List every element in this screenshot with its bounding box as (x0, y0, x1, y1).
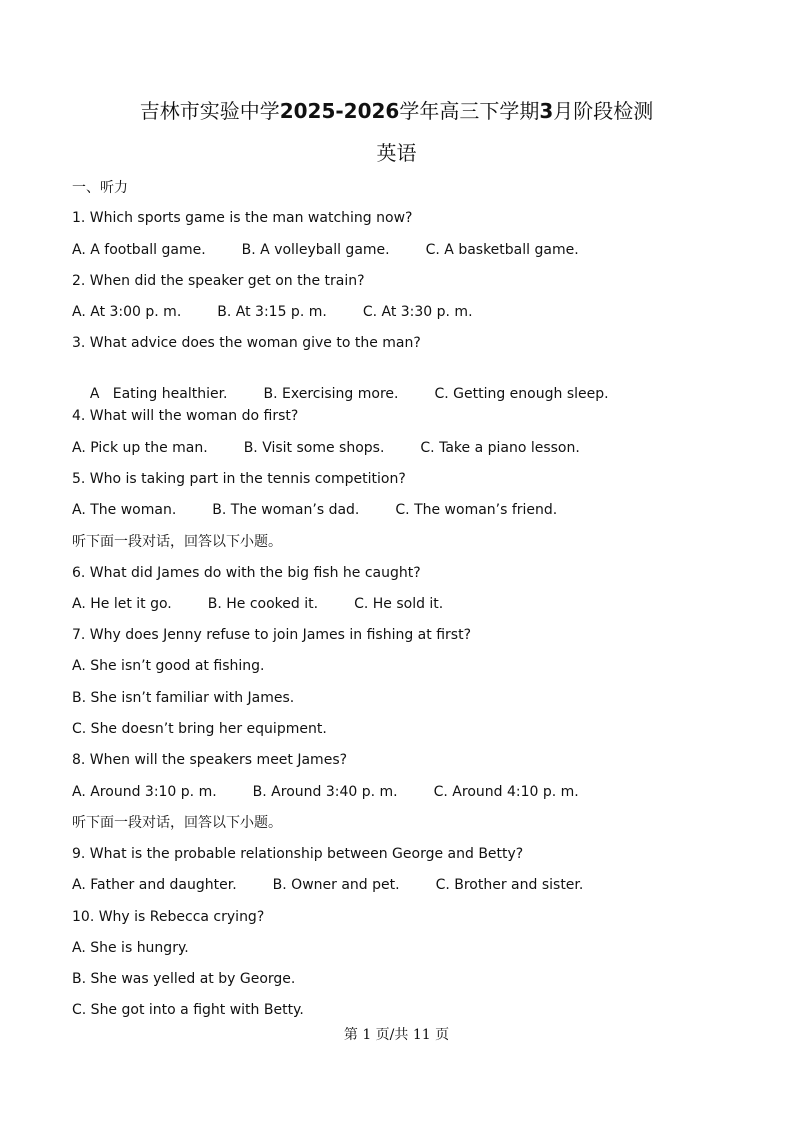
title-month: 3 (539, 99, 554, 123)
question-5: 5. Who is taking part in the tennis competition? (72, 471, 406, 487)
question-6: 6. What did James do with the big fish he caught? (72, 565, 421, 581)
option-5c: C. The woman’s friend. (395, 502, 558, 518)
title-school: 吉林市实验中学 (139, 99, 280, 123)
options-row-9 (72, 875, 619, 895)
page-title (0, 96, 793, 126)
option-8a: A. Around 3:10 p. m. (72, 784, 217, 800)
question-4: 4. What will the woman do first? (72, 408, 299, 424)
page-footer: 第 1 页/共 11 页 (343, 1027, 450, 1043)
option-2c: C. At 3:30 p. m. (362, 304, 473, 320)
option-1c: C. A basketball game. (425, 242, 579, 258)
option-5b: B. The woman’s dad. (212, 502, 360, 518)
option-9b: B. Owner and pet. (272, 877, 400, 893)
option-9c: C. Brother and sister. (435, 877, 584, 893)
option-6c: C. He sold it. (354, 596, 444, 612)
option-4b: B. Visit some shops. (243, 440, 385, 456)
option-1a: A. A football game. (72, 242, 206, 258)
option-1b: B. A volleyball game. (241, 242, 390, 258)
option-10b: B. She was yelled at by George. (72, 971, 296, 987)
option-9a: A. Father and daughter. (72, 877, 237, 893)
question-10: 10. Why is Rebecca crying? (72, 909, 265, 925)
option-6a: A. He let it go. (72, 596, 172, 612)
option-2b: B. At 3:15 p. m. (217, 304, 327, 320)
question-3: 3. What advice does the woman give to the man? (72, 335, 421, 351)
option-4c: C. Take a piano lesson. (420, 440, 580, 456)
option-3c: C. Getting enough sleep. (434, 386, 609, 402)
question-7: 7. Why does Jenny refuse to join James in fishing at first? (72, 627, 471, 643)
options-row-4 (72, 438, 616, 458)
options-row-6 (72, 594, 479, 614)
question-9: 9. What is the probable relationship between George and Betty? (72, 846, 524, 862)
options-row-1 (72, 240, 615, 260)
instruction-1: 听下面一段对话，回答以下小题。 (72, 534, 282, 550)
instruction-2: 听下面一段对话，回答以下小题。 (72, 815, 282, 831)
page-subtitle: 英语 (376, 141, 417, 165)
question-1: 1. Which sports game is the man watching now? (72, 210, 413, 226)
option-10a: A. She is hungry. (72, 940, 189, 956)
option-10c: C. She got into a fight with Betty. (72, 1002, 304, 1018)
options-row-5 (72, 500, 593, 520)
title-years: 2025-2026 (279, 99, 400, 123)
option-3a: A Eating healthier. (89, 386, 228, 402)
options-row-2 (72, 302, 509, 322)
option-7a: A. She isn’t good at fishing. (72, 658, 265, 674)
option-2a: A. At 3:00 p. m. (72, 304, 182, 320)
option-6b: B. He cooked it. (207, 596, 319, 612)
option-7b: B. She isn’t familiar with James. (72, 690, 295, 706)
option-5a: A. The woman. (72, 502, 177, 518)
option-3b: B. Exercising more. (263, 386, 399, 402)
title-exam: 月阶段检测 (553, 99, 654, 123)
title-term: 学年高三下学期 (399, 99, 540, 123)
section-heading: 一、听力 (72, 180, 128, 196)
option-8c: C. Around 4:10 p. m. (433, 784, 579, 800)
option-4a: A. Pick up the man. (72, 440, 208, 456)
option-7c: C. She doesn’t bring her equipment. (72, 721, 327, 737)
question-2: 2. When did the speaker get on the train? (72, 273, 365, 289)
options-row-8 (72, 782, 615, 802)
question-8: 8. When will the speakers meet James? (72, 752, 348, 768)
option-8b: B. Around 3:40 p. m. (252, 784, 398, 800)
